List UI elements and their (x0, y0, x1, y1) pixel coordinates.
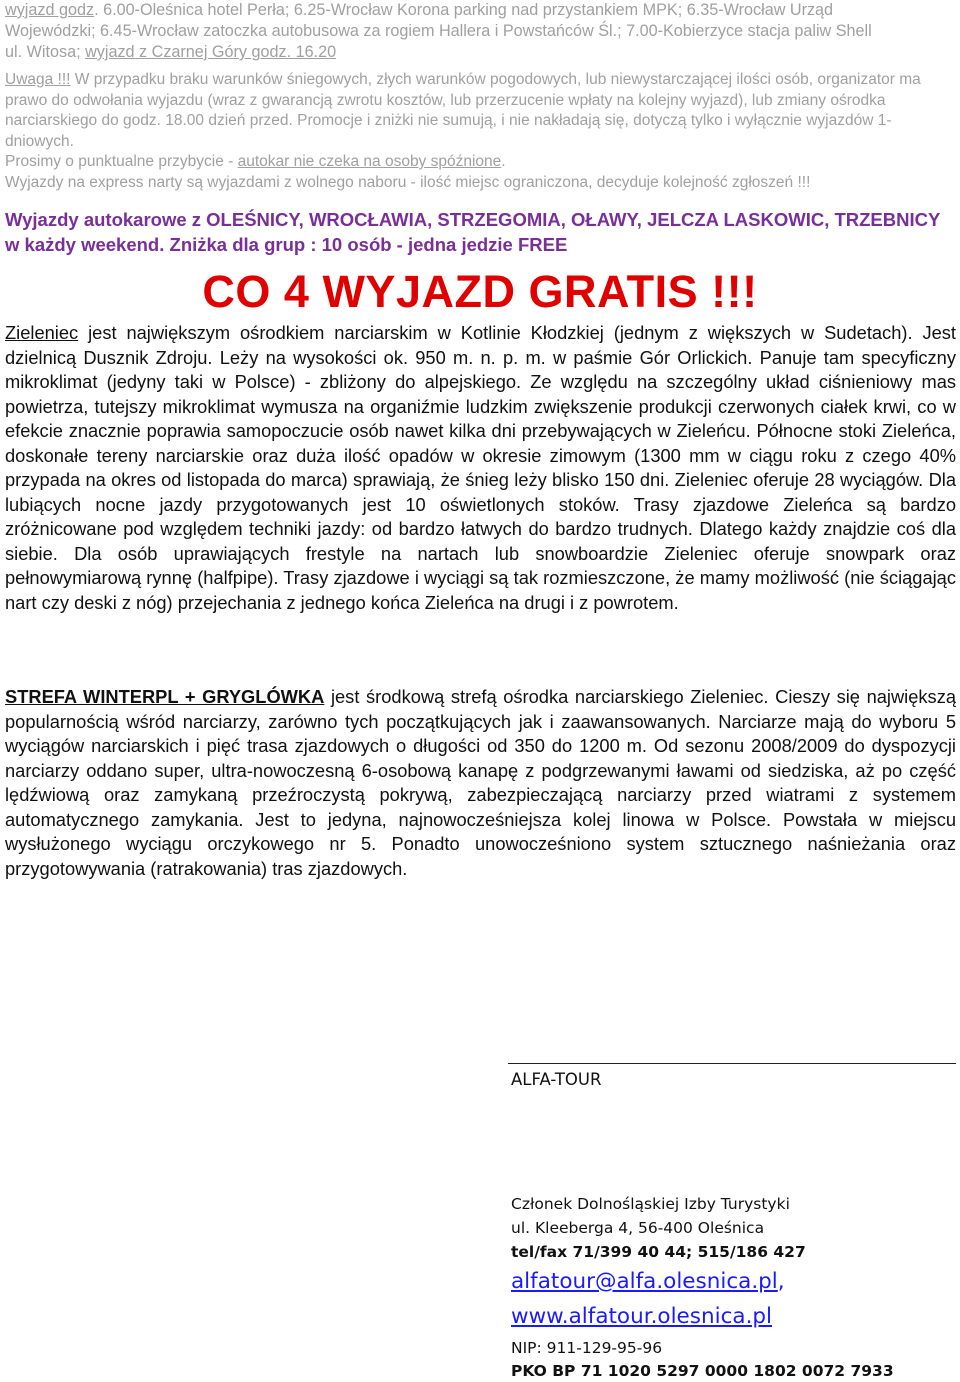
bank-account: PKO BP 71 1020 5297 0000 1802 0072 7933 (511, 1362, 894, 1380)
free-trip-headline: CO 4 WYJAZD GRATIS !!! (202, 266, 758, 317)
notice-block (5, 70, 955, 193)
strefa-description: STREFA WINTERPL + GRYGLÓWKA jest środkową strefą ośrodka narciarskiego Zieleniec. Cieszy się największą popularnością wśród narciarzy, zarówno tych początkujących jak i zaawansowanych. Narciarze mają do wyboru 5 wyciągów narciarskich i pięć trasa zjazdowych o długości od 350 do 1200 m. Od sezonu 2008/2009 do dyspozycji narciarzy oddano super, ultra-nowoczesną 6-osobową kanapę z podgrzewanymi ławami od siedziska, aż po część lędźwiową oraz zamykaną przeźroczystą pokrywą, zabezpieczającą narciarzy przed wiatrami z systemem automatycznego zamykania. Jest to jedyna, najnowocześniejsza kolej linowa w Polsce. Powstała w miejscu wysłużonego wyciągu orczykowego nr 5. Ponadto unowocześniono system sztucznego naśnieżania oraz przygotowywania (ratrakowania) tras zjazdowych. (5, 686, 956, 879)
company-website (511, 1304, 772, 1329)
schedule-line-2: Wojewódzki; 6.45-Wrocław zatoczka autobusowa za rogiem Hallera i Powstańców Śl.; 7.00-Kobierzyce stacja paliw Shell (5, 22, 872, 40)
company-name: ALFA-TOUR (511, 1070, 602, 1089)
company-phone: tel/fax 71/399 40 44; 515/186 427 (511, 1243, 806, 1261)
schedule-line-3: ul. Witosa; wyjazd z Czarnej Góry godz. 16.20 (5, 43, 337, 61)
notice-paragraph: Uwaga !!! W przypadku braku warunków śniegowych, złych warunków pogodowych, lub niewystarczającej ilości osób, organizator ma prawo do odwołania wyjazdu (wraz z gwarancją zwrotu kosztów, lub przerzucenie wpłaty na kolejny wyjazd), lub zmiany ośrodka narciarskiego do godz. 18.00 dzień przed. Promocje i zniżki nie sumują, i nie nakładają się, dotyczą tylko i wyłącznie wyjazdów 1-dniowych. (5, 71, 921, 150)
schedule-line-1: wyjazd godz. 6.00-Oleśnica hotel Perła; 6.25-Wrocław Korona parking nad przystankiem MPK; 6.35-Wrocław Urząd (5, 1, 834, 19)
group-discount: . Zniżka dla grup : 10 osób - jedna jedzie FREE (159, 233, 568, 255)
zieleniec-description: Zieleniec jest największym ośrodkiem narciarskim w Kotlinie Kłodzkiej (jednym z większych w Sudetach). Jest dzielnicą Dusznik Zdroju. Leży na wysokości ok. 950 m. n. p. m. w paśmie Gór Orlickich. Panuje tam specyficzny mikroklimat (jedyny taki w Polsce) - zbliżony do alpejskiego. Ze względu na szczególny układ ciśnieniowy mas powietrza, tutejszy mikroklimat wymusza na organiźmie ludzkim zwiększenie produkcji czerwonych ciałek krwi, co w efekcie znacznie poprawia samopoczucie osób nawet kilka dni przebywających w Zieleńcu. Północne stoki Zieleńca, doskonałe tereny narciarskie oraz duża ilość opadów w okresie zimowym (1300 mm w ciągu roku z czego 40% przypada na okres od listopada do marca) sprawiają, że śnieg leży blisko 150 dni. Zieleniec oferuje 28 wyciągów. Dla lubiących nocne jazdy przygotowanych jest 10 oświetlonych stoków. Trasy zjazdowe Zieleńca są bardzo zróżnicowane pod względem techniki jazdy: od bardzo łatwych do bardzo trudnych. Dlatego każdy znajdzie coś dla siebie. Dla osób uprawiających frestyle na nartach lub snowboardzie Zieleniec oferuje snowpark oraz pełnowymiarową rynnę (halfpipe). Trasy zjazdowe i wyciągi są tak rozmieszczone, że mamy możliwość (nie ściągając nart czy deski z nóg) przejechania z jednego końca Zieleńca na drugi i z powrotem. (5, 322, 956, 614)
website-link[interactable]: www.alfatour.olesnica.pl (511, 1304, 773, 1329)
express-note: Wyjazdy na express narty są wyjazdami z wolnego naboru - ilość miejsc ograniczona, decyduje kolejność zgłoszeń !!! (5, 173, 811, 191)
notice-label: Uwaga !!! (5, 71, 71, 88)
membership: Członek Dolnośląskiej Izby Turystyki (511, 1195, 790, 1213)
zieleniec-title: Zieleniec (5, 322, 79, 343)
bus-departures-heading (5, 208, 955, 257)
bus-cities: Wyjazdy autokarowe z OLEŚNICY, WROCŁAWIA, STRZEGOMIA, OŁAWY, JELCZA LASKOWIC, TRZEBNICY w każdy weekend (5, 209, 940, 255)
company-email: alfatour@alfa.olesnica.pl, (511, 1269, 785, 1294)
strefa-title: STREFA WINTERPL + GRYGLÓWKA (5, 686, 325, 707)
punctuality-link[interactable]: autokar nie czeka na osoby spóźnione (237, 153, 502, 170)
company-nip: NIP: 911-129-95-96 (511, 1339, 663, 1357)
departure-schedule (5, 0, 955, 63)
return-time-link[interactable]: wyjazd z Czarnej Góry godz. 16.20 (85, 43, 337, 61)
schedule-link-godz[interactable]: wyjazd godz (5, 1, 95, 19)
punctuality-note: Prosimy o punktualne przybycie - autokar nie czeka na osoby spóźnione. (5, 153, 506, 170)
company-address: ul. Kleeberga 4, 56-400 Oleśnica (511, 1219, 765, 1237)
signature-divider (508, 1063, 956, 1064)
email-link[interactable]: alfatour@alfa.olesnica.pl (511, 1269, 778, 1294)
